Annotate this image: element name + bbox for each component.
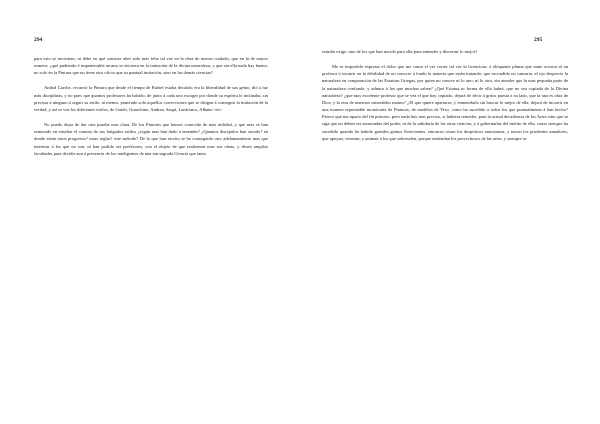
body-text (34, 55, 268, 165)
page-number: 294 (34, 37, 43, 43)
paragraph: Anibal Carche, recurrió la Pintura que desde el tiempo de Rafael estaba decaída; era la liberalidad de sus genio, dió a luz más disciplinas, y no pues que quantos profesores ha habido, de junto á cada uno escoger por donde su espíritu le inclinaba, sin precisar a ninguno á seguir su estilo, ni menos, poniendo solo aquellos correcciones que se dirigen á conseguir la imitación de la verdad, y así se vea los diferentes estilos, de Guido, Guarchino, Andrea, Saqui, Lanfranco, Albano -etc- (34, 85, 268, 112)
paragraph: estudio exige: uno de los que han nacido para ella para entender y discernir lo mejor? (322, 49, 478, 54)
paragraph: No puedo dejar de dar otra prueba mas clara. De los Pintores que hemos conocido de mas utilidad, y que mas se han esmerado en enseñar el camino de sus fatigados estilos ¿según mas han dado á entender? ¿Quantos discípulos han sacado? en donde están estos progresos? estas reglas? este método? De lo que han escrito se ha conseguido otro adelantamiento mas que interesar á los que no son, ni han podido ser profesores, con el objeto de que realizasen mas sus obras, y dexes amplias facultades para decidir aun á presencia de los inteligentes de una tan sagrada Ciencia que tanto (34, 122, 268, 156)
page-number: 295 (534, 37, 543, 43)
right-page (300, 0, 600, 424)
body-text (322, 48, 568, 150)
paragraph: Me es imposible expresar el dolor que me causa el ver correr tal vez la licenciosa, ó elóquente pluma que tanto acostra al un profesor ó incurrir en la debilidad de no conocer á fondo la materia que están tratando; que escondido no cansaria, el ojo desprecie la naturaleza en comparación de las Estatuas Griegas, por quien no conoce ni lo uno, ni lo otro, sin atender que la mas pequeña parte de la naturaleza confunde, y admira á los que muchas saben? ¿Qué Estatua ni forma de ella habrá, que no sea copiada de la Divina naturaleza? ¿que mas excelente profesor que se vea el que hay copiado, dejará de decir á gritos puesta a su lado, que la una es obra de Dios, y la otra de nuestros miserables manos? ¿El que quiere apartarse, y enmendarla sin buscar lo mejor de ella, dejará de incurrir en una manera reprensible monotonía de Pinturas, de modelos de Yeso, como ha sucedido a todos los que puntualmente á han hecho? Parece que me aparto del fin primero, pero nada hay mas preciso, si hubiera remedio, para la actual decadencia de las Artes sino que se siga que no deben ser arrastradas del poder, ni de la sabiduría de las otras ciencias, y á gobernarlas del mérito de ella, como siempre ha sucedido quando ha habido grandes genios florecientes: entonces cesan los despóticos entusiastas, y nacen los prudentes amadores, que apoyan, veneran, y animan á los que sobresalen, porque entiendan los provechosos de las artes, y siempre se (322, 64, 568, 141)
paragraph: para esto se necesitan, ni debe en qué consiste aber sido más feliz tal vez en la obra de menos cuidado, que en la de mayor esmero; ¿qué pudiendo é impenetrable arcano se encierra en la imitación de la divina naturaleza; y que sin ella nada hay bueno, no solo en la Pintura que no tiene otro oficio que su puntual imitación, sino en las demás ciencias? (34, 56, 268, 76)
